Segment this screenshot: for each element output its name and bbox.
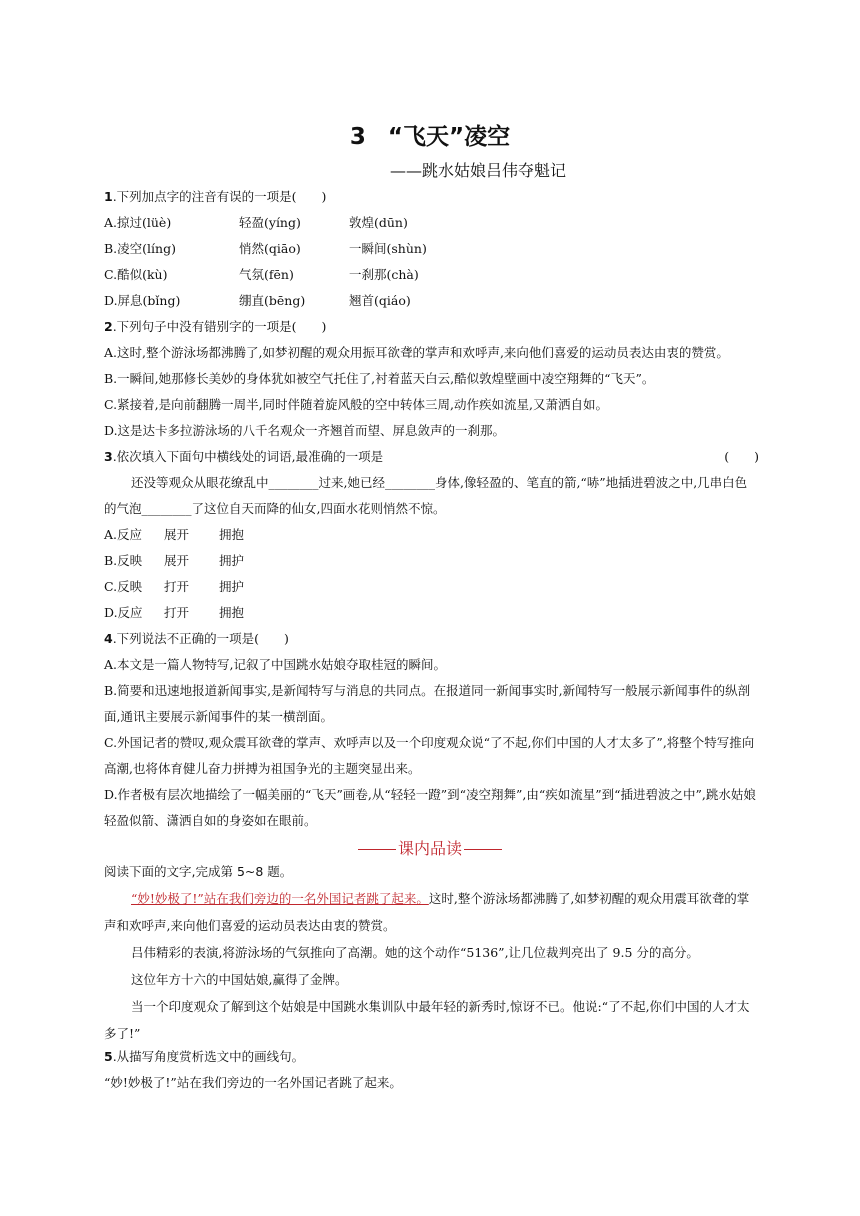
- question-1-option-b: B.凌空(líng) 悄然(qiāo) 一瞬间(shùn): [104, 241, 427, 256]
- lesson-subtitle: ——跳水姑娘吕伟夺魁记: [389, 161, 566, 180]
- section-heading: 课内品读: [0, 836, 860, 859]
- question-4-option-b: B.简要和迅速地报道新闻事实,是新闻特写与消息的共同点。在报道同一新闻事实时,新闻特写一般展示新闻事件的纵剖面,通讯主要展示新闻事件的某一横剖面。: [104, 683, 751, 724]
- passage-paragraph-2: 吕伟精彩的表演,将游泳场的气氛推向了高潮。她的这个动作“5136”,让几位裁判亮出了 9.5 分的高分。: [131, 945, 699, 960]
- question-1: [104, 184, 759, 314]
- question-1-option-a: A.掠过(lüè) 轻盈(yíng) 敦煌(dūn): [104, 215, 408, 230]
- lesson-number: 3: [349, 124, 366, 150]
- question-2-option-b: B.一瞬间,她那修长美妙的身体犹如被空气托住了,衬着蓝天白云,酷似敦煌壁画中凌空翔舞的“飞天”。: [104, 371, 655, 386]
- question-5-stem: 5.从描写角度赏析选文中的画线句。: [104, 1049, 305, 1064]
- question-4-option-d: D.作者极有层次地描绘了一幅美丽的“飞天”画卷,从“轻轻一蹬”到“凌空翔舞”,由“疾如流星”到“插进碧波之中”,跳水姑娘轻盈似箭、潇洒自如的身姿如在眼前。: [104, 787, 756, 828]
- question-3-option-c: C.反映 打开 拥护: [104, 579, 245, 594]
- reading-passage: [104, 858, 759, 1047]
- answer-paren: ( ): [724, 449, 759, 464]
- passage-paragraph-1: “妙!妙极了!”站在我们旁边的一名外国记者跳了起来。这时,整个游泳场都沸腾了,如梦初醒的观众用震耳欲聋的掌声和欢呼声,来向他们喜爱的运动员表达由衷的赞赏。: [104, 891, 750, 933]
- question-1-option-d: D.屏息(bǐng) 绷直(bēng) 翘首(qiáo): [104, 293, 411, 308]
- question-2-option-d: D.这是达卡多拉游泳场的八千名观众一齐翘首而望、屏息敛声的一刹那。: [104, 423, 506, 438]
- question-2-stem: 2.下列句子中没有错别字的一项是( ): [104, 319, 327, 334]
- question-1-stem: 1.下列加点字的注音有误的一项是( ): [104, 189, 327, 204]
- underlined-sentence: “妙!妙极了!”站在我们旁边的一名外国记者跳了起来。: [131, 891, 429, 906]
- passage-paragraph-3: 这位年方十六的中国姑娘,赢得了金牌。: [131, 972, 348, 987]
- question-1-option-c: C.酷似(kù) 气氛(fēn) 一刹那(chà): [104, 267, 419, 282]
- question-2-option-c: C.紧接着,是向前翻腾一周半,同时伴随着旋风般的空中转体三周,动作疾如流星,又萧洒自如。: [104, 397, 608, 412]
- question-4-stem: 4.下列说法不正确的一项是( ): [104, 631, 289, 646]
- lesson-title-text: “飞天”凌空: [387, 124, 511, 150]
- question-3-option-b: B.反映 展开 拥护: [104, 553, 245, 568]
- question-5-quote: “妙!妙极了!”站在我们旁边的一名外国记者跳了起来。: [104, 1075, 402, 1090]
- question-3-stem: 3.依次填入下面句中横线处的词语,最准确的一项是 ( ): [104, 444, 759, 470]
- lesson-title: [0, 118, 860, 151]
- question-3-option-d: D.反应 打开 拥抱: [104, 605, 245, 620]
- question-3-passage: 还没等观众从眼花缭乱中________过来,她已经________身体,像轻盈的、笔直的箭,“哧”地插进碧波之中,几串白色的气泡________了这位自天而降的仙女,四面水花则悄然不惊。: [104, 475, 748, 516]
- question-4-option-c: C.外国记者的赞叹,观众震耳欲聋的掌声、欢呼声以及一个印度观众说“了不起,你们中国的人才太多了”,将整个特写推向高潮,也将体育健儿奋力拼搏为祖国争光的主题突显出来。: [104, 735, 755, 776]
- passage-paragraph-4: 当一个印度观众了解到这个姑娘是中国跳水集训队中最年轻的新秀时,惊讶不已。他说:“了不起,你们中国的人才太多了!”: [104, 999, 750, 1041]
- question-3-option-a: A.反应 展开 拥抱: [104, 527, 245, 542]
- question-4: [104, 626, 759, 834]
- question-5: [104, 1044, 759, 1096]
- question-4-option-a: A.本文是一篇人物特写,记叙了中国跳水姑娘夺取桂冠的瞬间。: [104, 657, 446, 672]
- question-3: [104, 444, 759, 626]
- reading-instructions: 阅读下面的文字,完成第 5~8 题。: [104, 864, 293, 879]
- question-2: [104, 314, 759, 444]
- question-2-option-a: A.这时,整个游泳场都沸腾了,如梦初醒的观众用振耳欲聋的掌声和欢呼声,来向他们喜爱的运动员表达由衷的赞赏。: [104, 345, 729, 360]
